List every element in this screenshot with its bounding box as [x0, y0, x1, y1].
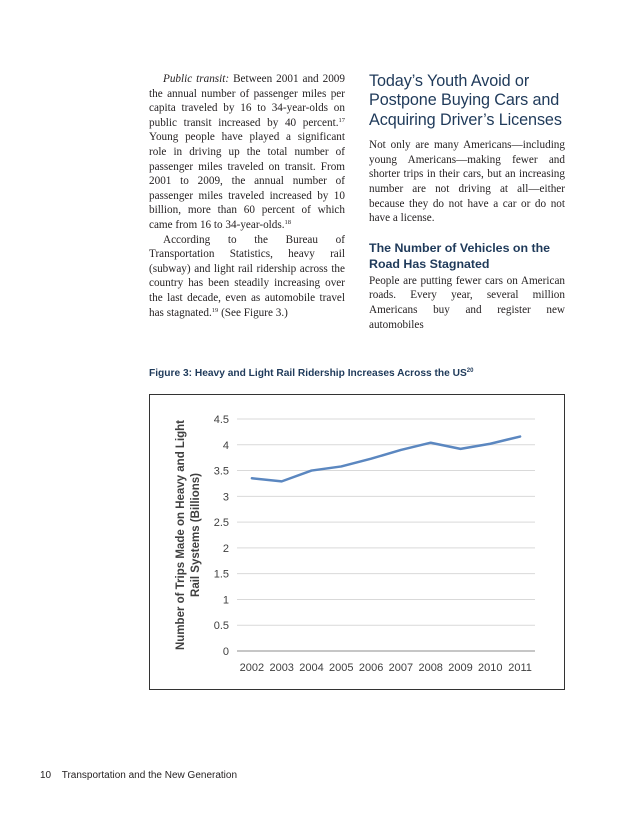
y-tick-label: 1.5 — [213, 568, 229, 581]
left-column — [149, 72, 345, 320]
subsection-paragraph: People are putting fewer cars on American roads. Every year, several million Americans buy and register new automobiles — [369, 274, 565, 331]
x-tick-label: 2002 — [239, 662, 265, 674]
ridership-line-chart — [150, 395, 566, 691]
x-tick-label: 2005 — [329, 662, 354, 674]
y-axis-label-line-1: Number of Trips Made on Heavy and Light — [175, 419, 187, 651]
public-transit-text: Between 2001 and 2009 the annual number of passenger miles per capita traveled by 16 to 34-year-olds on public transit increased by 40 percent. — [149, 73, 345, 129]
bts-text-2: (See Figure 3.) — [218, 306, 288, 319]
x-tick-label: 2011 — [508, 662, 532, 674]
paragraph-bts — [149, 233, 345, 321]
x-tick-label: 2008 — [418, 662, 443, 674]
public-transit-lead: Public transit: — [163, 73, 230, 85]
y-tick-label: 1 — [222, 594, 229, 607]
y-tick-label: 0.5 — [213, 620, 229, 633]
figure-caption — [149, 368, 569, 379]
y-tick-label: 4.5 — [213, 414, 229, 426]
paragraph-public-transit — [149, 72, 345, 233]
public-transit-text-2: Young people have played a significant role in driving up the total number of passenger miles traveled on transit. From 2001 to 2009, the annual number of passenger miles traveled increased by 10 billion, more than 60 percent of which came from 16 to 34-year-olds. — [149, 131, 345, 231]
y-tick-label: 3.5 — [213, 465, 229, 478]
y-tick-label: 4 — [222, 439, 229, 452]
subsection-heading: The Number of Vehicles on the Road Has Stagnated — [369, 240, 551, 271]
figure-caption-text: Figure 3: Heavy and Light Rail Ridership Increases Across the US — [149, 368, 467, 379]
x-tick-label: 2006 — [358, 662, 384, 674]
right-column — [369, 72, 565, 332]
footnote-ref-20: 20 — [466, 368, 474, 374]
y-tick-label: 2 — [222, 542, 229, 555]
y-axis-label-line-2: Rail Systems (Billions) — [190, 473, 202, 597]
series-line — [252, 437, 520, 482]
footnote-ref-18: 18 — [284, 218, 292, 226]
x-tick-label: 2003 — [269, 662, 294, 674]
footnote-ref-17: 17 — [338, 116, 345, 124]
y-tick-label: 0 — [222, 646, 229, 658]
section-paragraph: Not only are many Americans—including young Americans—making fewer and shorter trips in their cars, but an increasing number are not driving at all—either because they do not have a car or do not have a license. — [369, 139, 565, 225]
page-footer — [40, 770, 237, 781]
page-number: 10 — [40, 770, 52, 781]
x-tick-label: 2009 — [448, 662, 473, 674]
x-tick-label: 2010 — [478, 662, 503, 674]
figure-frame — [149, 394, 565, 690]
bts-text: According to the Bureau of Transportation Statistics, heavy rail (subway) and light rail ridership across the country has been steadily increasing over the last decade, even as automobile travel has stagnated. — [149, 233, 345, 319]
y-tick-label: 3 — [222, 491, 229, 504]
running-title: Transportation and the New Generation — [61, 770, 238, 781]
x-tick-label: 2007 — [388, 662, 414, 674]
footnote-ref-19: 19 — [211, 306, 219, 314]
y-tick-label: 2.5 — [213, 517, 229, 530]
x-tick-label: 2004 — [299, 662, 324, 674]
section-heading: Today’s Youth Avoid or Postpone Buying Cars and Acquiring Driver’s Licenses — [369, 72, 562, 129]
